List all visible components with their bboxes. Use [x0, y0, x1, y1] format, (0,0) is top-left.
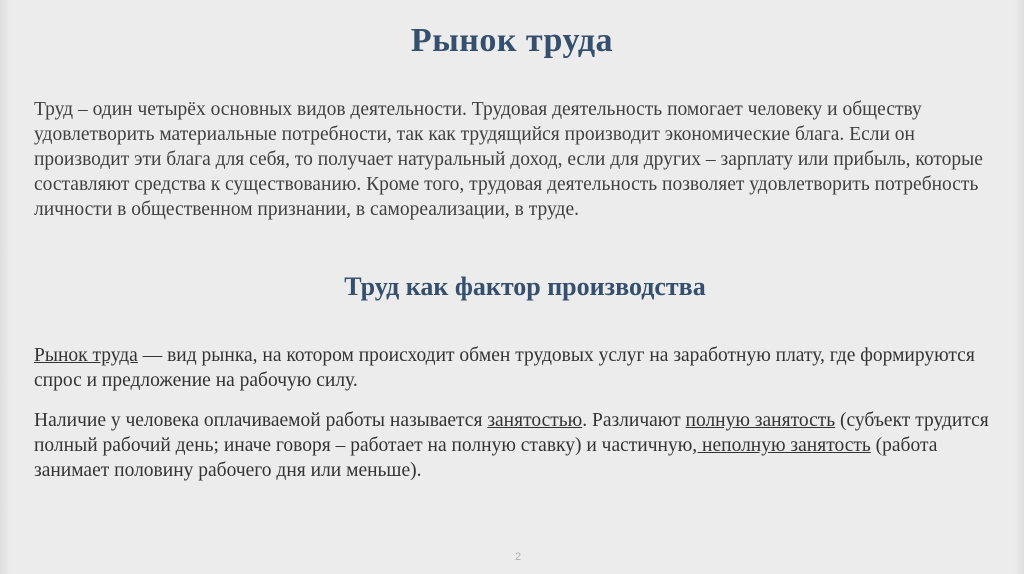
section-subtitle: Труд как фактор производства [344, 272, 706, 301]
slide-title: Рынок труда [410, 22, 614, 59]
employment-text-2: . Различают [582, 410, 686, 431]
employment-text-1: Наличие у человека оплачиваемой работы называется [34, 410, 488, 431]
page-number: 2 [514, 551, 522, 563]
employment-text-3: (субъект трудится полный рабочий день; иначе говоря – работает на полную ставку) и частичную [34, 410, 989, 456]
employment-text-4: (работа занимает половину рабочего дня или меньше). [34, 435, 938, 481]
term-partial-employment: , неполную занятость [692, 435, 871, 456]
intro-paragraph: Труд – один четырёх основных видов деятельности. Трудовая деятельность помогает человеку и обществу удовлетворить материальные потребности, так как трудящийся производит экономические блага. Если он производит эти блага для себя, то получает натуральный доход, если для других – зарплату или прибыль, которые составляют средства к существованию. Кроме того, трудовая деятельность позволяет удовлетворить потребность личности в общественном признании, в самореализации, в труде. [34, 99, 983, 220]
term-employment: занятостью [487, 410, 583, 431]
term-labor-market: Рынок труда [34, 345, 138, 366]
employment-paragraph [34, 408, 994, 483]
definition-text: — вид рынка, на котором происходит обмен трудовых услуг на заработную плату, где формируются спрос и предложение на рабочую силу. [34, 345, 975, 391]
term-full-employment: полную занятость [685, 410, 836, 431]
definition-paragraph [34, 343, 994, 393]
